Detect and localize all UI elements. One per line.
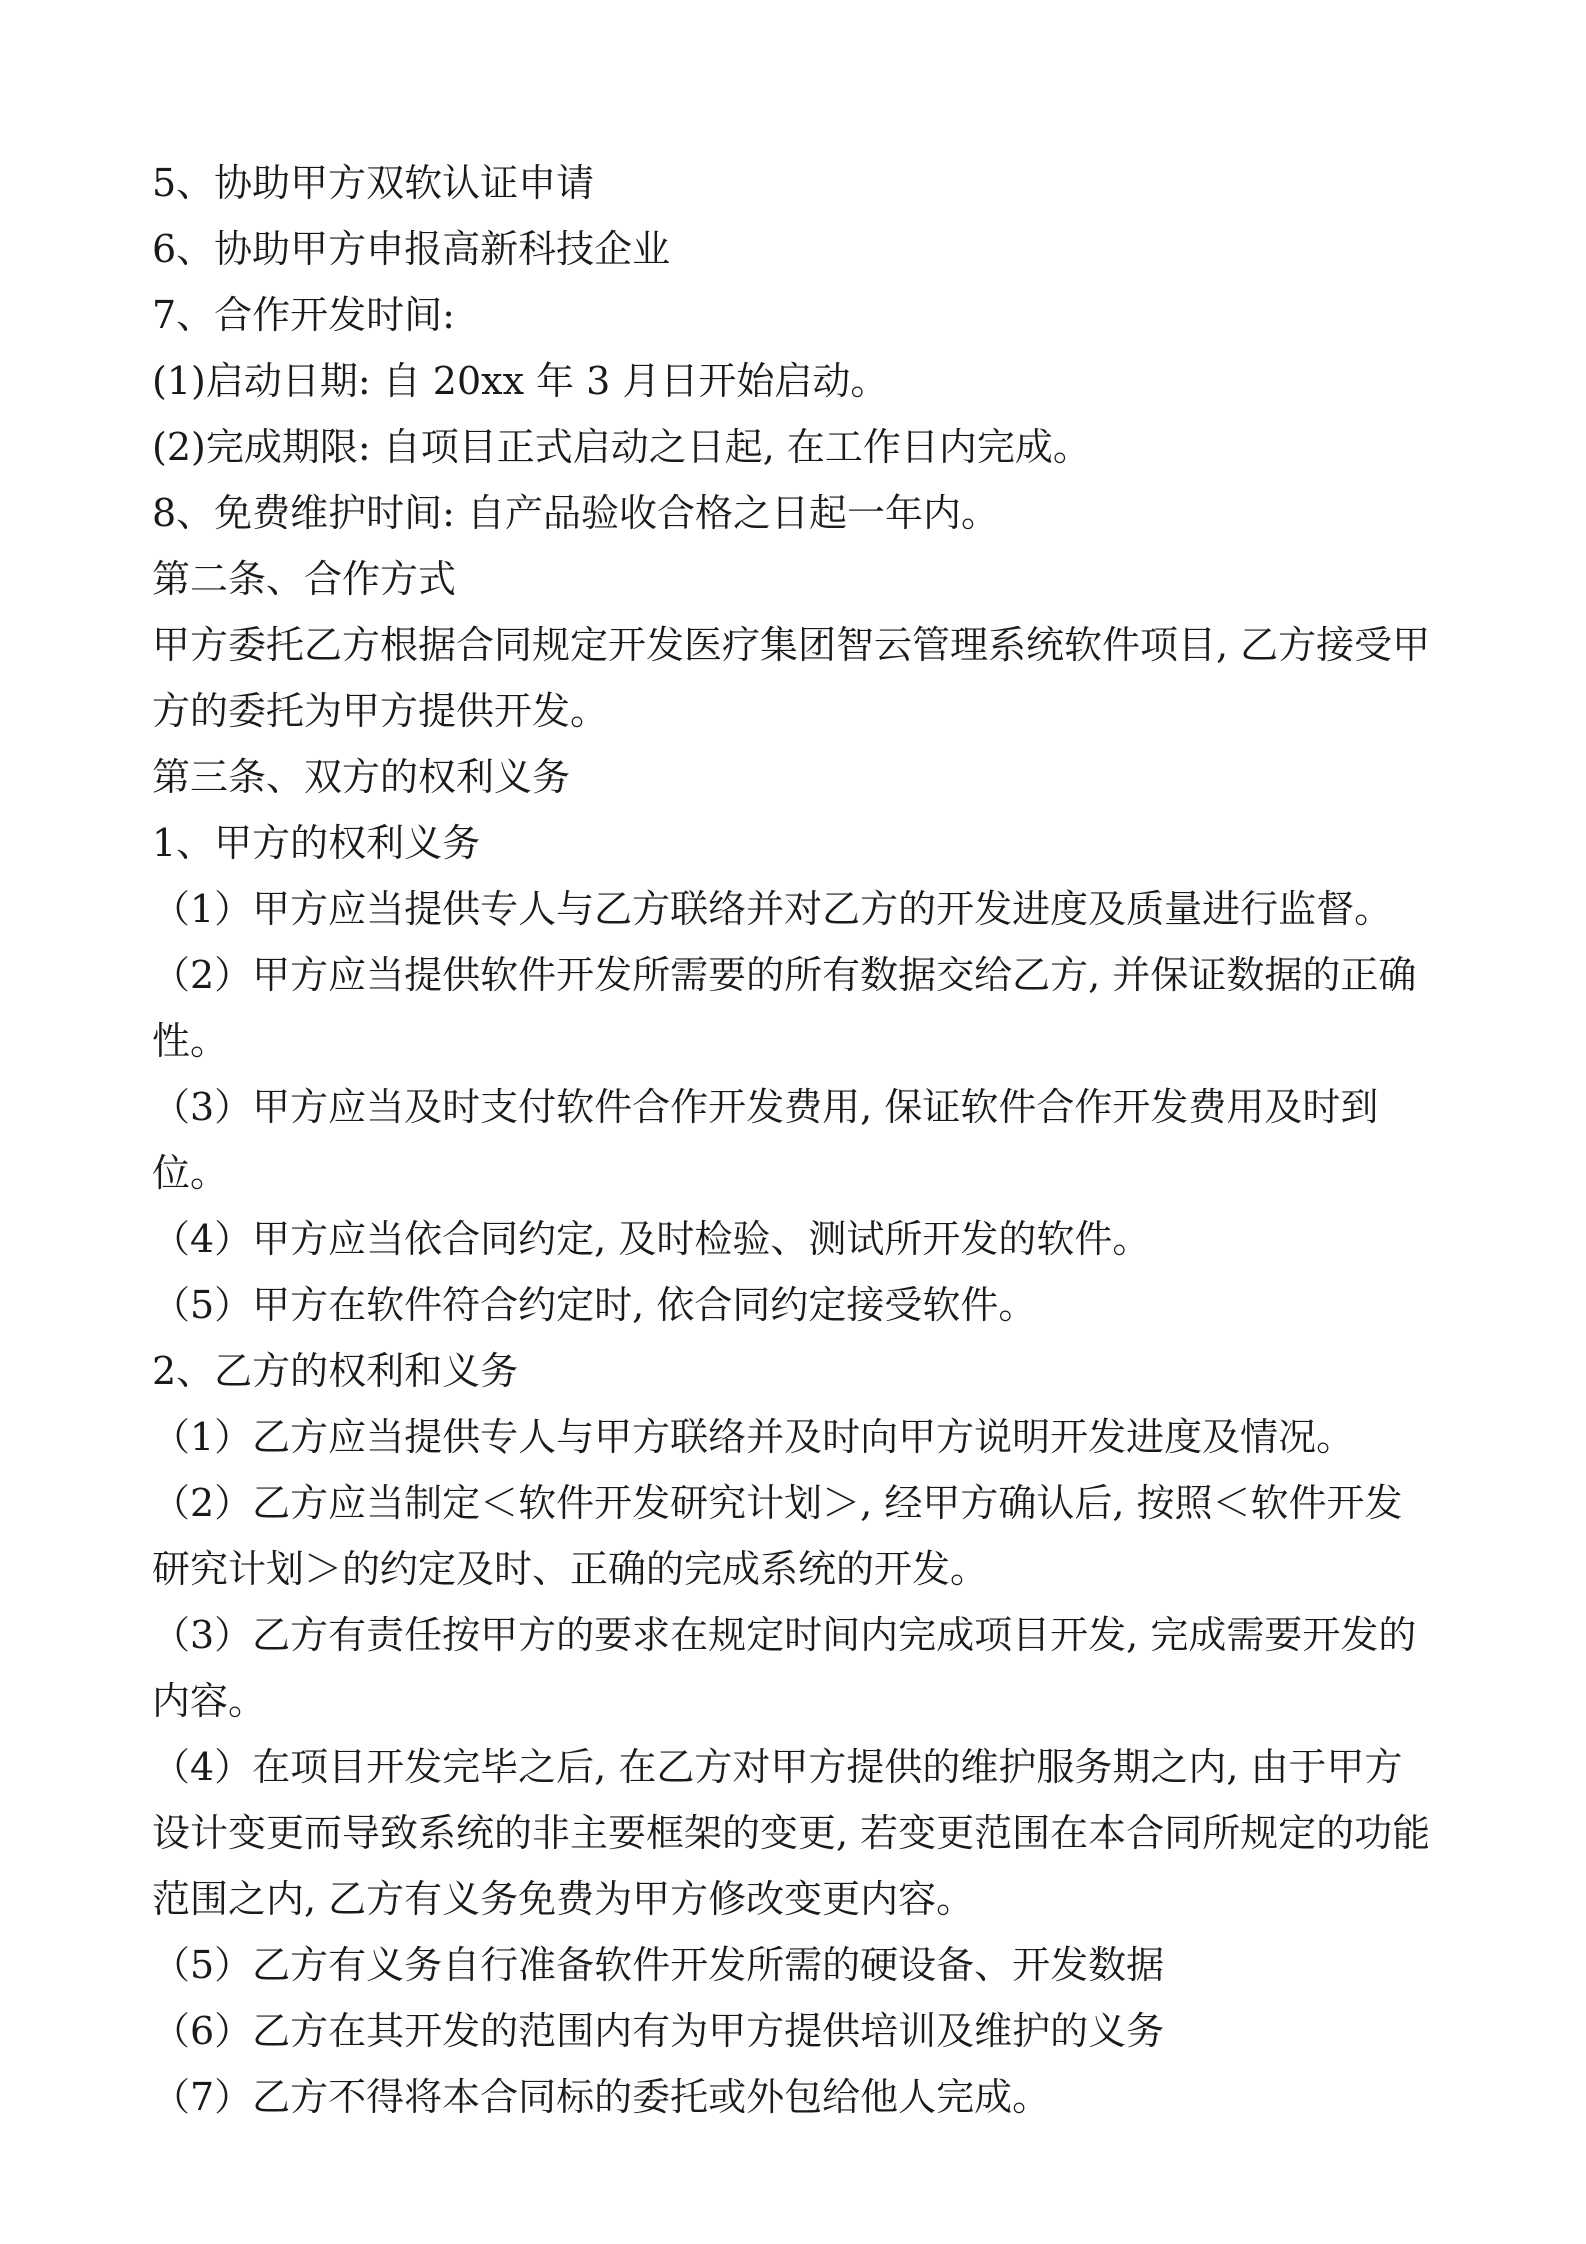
- article-2-heading: 第二条、合作方式: [152, 557, 457, 601]
- party-b-item-2-line-2: 研究计划＞的约定及时、正确的完成系统的开发。: [152, 1547, 989, 1591]
- article-2-text-line-1: 甲方委托乙方根据合同规定开发医疗集团智云管理系统软件项目, 乙方接受甲: [152, 623, 1431, 667]
- party-b-item-4-line-1: （4）在项目开发完毕之后, 在乙方对甲方提供的维护服务期之内, 由于甲方: [152, 1745, 1403, 1789]
- document-body: [152, 150, 1452, 2130]
- party-a-item-1: （1）甲方应当提供专人与乙方联络并对乙方的开发进度及质量进行监督。: [152, 887, 1393, 931]
- party-a-item-2-line-1: （2）甲方应当提供软件开发所需要的所有数据交给乙方, 并保证数据的正确: [152, 953, 1417, 997]
- article-3-heading: 第三条、双方的权利义务: [152, 755, 571, 799]
- clause-8-line: 8、免费维护时间: 自产品验收合格之日起一年内。: [152, 491, 1000, 535]
- party-a-item-4: （4）甲方应当依合同约定, 及时检验、测试所开发的软件。: [152, 1217, 1151, 1261]
- party-b-item-6: （6）乙方在其开发的范围内有为甲方提供培训及维护的义务: [152, 2009, 1165, 2053]
- party-b-item-3-line-2: 内容。: [152, 1679, 267, 1723]
- party-b-item-4-line-2: 设计变更而导致系统的非主要框架的变更, 若变更范围在本合同所规定的功能: [152, 1811, 1431, 1855]
- party-a-section-heading: 1、甲方的权利义务: [152, 821, 481, 865]
- clause-6-line: 6、协助甲方申报高新科技企业: [152, 227, 671, 271]
- party-b-item-2-line-1: （2）乙方应当制定＜软件开发研究计划＞, 经甲方确认后, 按照＜软件开发: [152, 1481, 1403, 1525]
- party-a-item-3-line-2: 位。: [152, 1151, 229, 1195]
- party-b-item-3-line-1: （3）乙方有责任按甲方的要求在规定时间内完成项目开发, 完成需要开发的: [152, 1613, 1417, 1657]
- clause-5-line: 5、协助甲方双软认证申请: [152, 161, 595, 205]
- clause-7-deadline: (2)完成期限: 自项目正式启动之日起, 在工作日内完成。: [152, 425, 1091, 469]
- party-b-section-heading: 2、乙方的权利和义务: [152, 1349, 519, 1393]
- article-2-text-line-2: 方的委托为甲方提供开发。: [152, 689, 609, 733]
- party-b-item-1: （1）乙方应当提供专人与甲方联络并及时向甲方说明开发进度及情况。: [152, 1415, 1355, 1459]
- party-b-item-5: （5）乙方有义务自行准备软件开发所需的硬设备、开发数据: [152, 1943, 1165, 1987]
- party-a-item-3-line-1: （3）甲方应当及时支付软件合作开发费用, 保证软件合作开发费用及时到: [152, 1085, 1379, 1129]
- party-a-item-5: （5）甲方在软件符合约定时, 依合同约定接受软件。: [152, 1283, 1037, 1327]
- party-b-item-7: （7）乙方不得将本合同标的委托或外包给他人完成。: [152, 2075, 1051, 2119]
- party-a-item-2-line-2: 性。: [152, 1019, 229, 1063]
- party-b-item-4-line-3: 范围之内, 乙方有义务免费为甲方修改变更内容。: [152, 1877, 975, 1921]
- clause-7-start-date: (1)启动日期: 自 20xx 年 3 月日开始启动。: [152, 359, 889, 403]
- clause-7-heading: 7、合作开发时间:: [152, 293, 455, 337]
